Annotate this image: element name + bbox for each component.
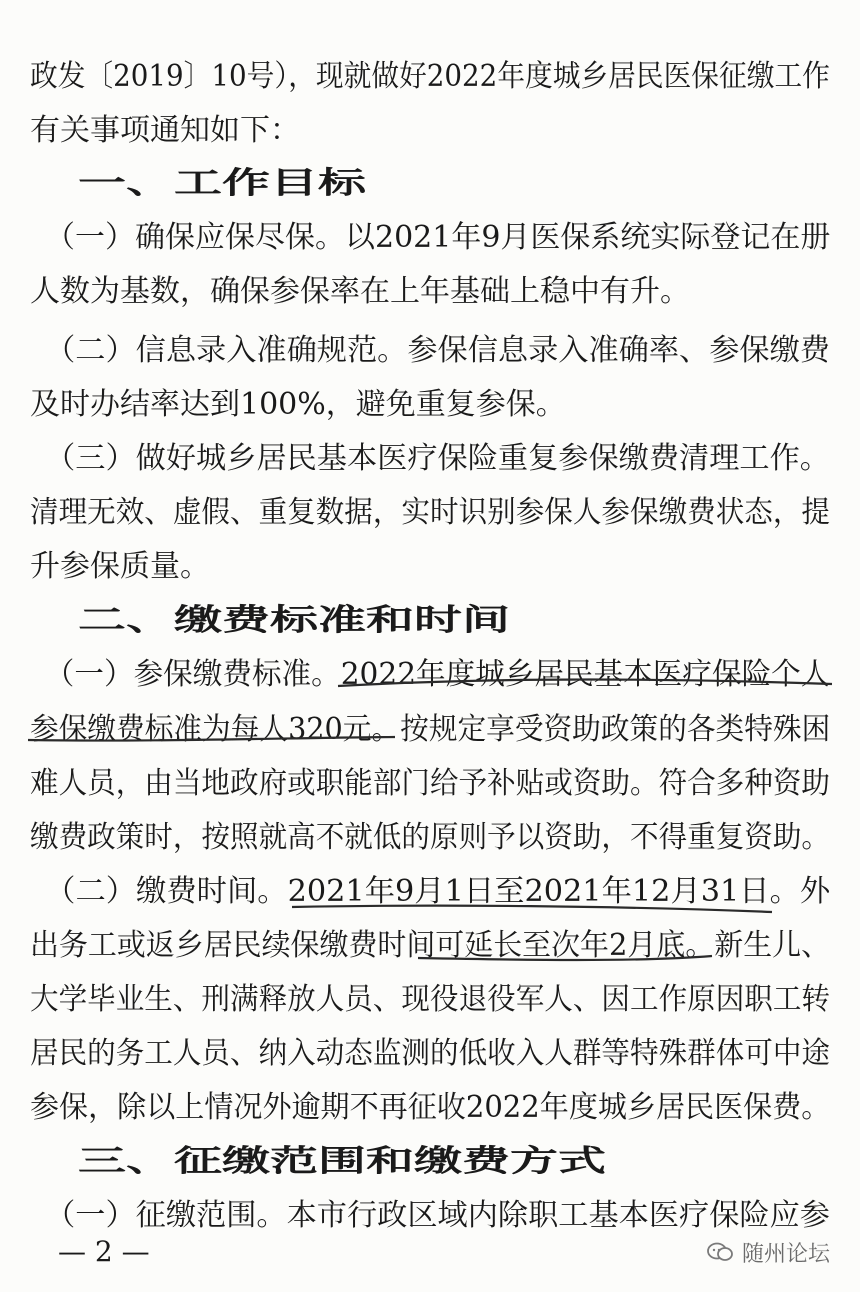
section-heading — [0, 1135, 860, 1189]
line-text: 二、缴费标准和时间 — [30, 603, 510, 638]
chat-bubble-icon — [706, 1241, 734, 1263]
text-line — [0, 703, 860, 757]
text-line — [0, 973, 860, 1027]
line-text: 一、工作目标 — [30, 166, 366, 201]
text-line — [0, 811, 860, 865]
line-text: 有关事项通知如下： — [30, 113, 300, 148]
text-line — [0, 265, 860, 319]
text-line — [0, 1027, 860, 1081]
text-line — [0, 104, 860, 158]
text-line — [0, 50, 860, 104]
text-line — [0, 865, 860, 919]
section-heading — [0, 594, 860, 648]
text-line — [0, 648, 860, 702]
line-text: （二）信息录入准确规范。参保信息录入准确率、参保缴费 — [30, 333, 831, 368]
line-text: 及时办结率达到100%，避免重复参保。 — [30, 387, 566, 422]
line-text: 出务工或返乡居民续保缴费时间可延长至次年2月底。新生儿、 — [30, 928, 831, 963]
text-line — [0, 757, 860, 811]
line-text: （一）参保缴费标准。2022年度城乡居民基本医疗保险个人 — [30, 657, 831, 692]
line-text: 三、征缴范围和缴费方式 — [30, 1144, 606, 1179]
line-text: 政发〔2019〕10号），现就做好2022年度城乡居民医保征缴工作 — [30, 59, 830, 94]
text-line — [0, 540, 860, 594]
text-line — [0, 919, 860, 973]
text-line — [0, 1081, 860, 1135]
line-text: 升参保质量。 — [30, 549, 210, 584]
line-text: （一）征缴范围。本市行政区域内除职工基本医疗保险应参 — [30, 1198, 831, 1233]
watermark-text: 随州论坛 — [741, 1241, 830, 1267]
line-text: 参保缴费标准为每人320元。按规定享受资助政策的各类特殊困 — [30, 712, 831, 747]
line-text: （一）确保应保尽保。以2021年9月医保系统实际登记在册 — [30, 220, 831, 255]
page-number: — 2 — — [58, 1235, 150, 1268]
section-heading — [0, 157, 860, 211]
line-text: （二）缴费时间。2021年9月1日至2021年12月31日。外 — [30, 874, 831, 909]
line-text: 参保，除以上情况外逾期不再征收2022年度城乡居民医保费。 — [30, 1090, 831, 1125]
line-text: 居民的务工人员、纳入动态监测的低收入人群等特殊群体可中途 — [30, 1036, 830, 1071]
text-line — [0, 324, 860, 378]
line-text: 难人员，由当地政府或职能部门给予补贴或资助。符合多种资助 — [30, 766, 830, 801]
text-line — [0, 486, 860, 540]
text-line — [0, 378, 860, 432]
line-text: 大学毕业生、刑满释放人员、现役退役军人、因工作原因职工转 — [30, 982, 830, 1017]
line-text: 清理无效、虚假、重复数据，实时识别参保人参保缴费状态，提 — [30, 495, 830, 530]
line-text: 人数为基数，确保参保率在上年基础上稳中有升。 — [30, 274, 690, 309]
text-line — [0, 211, 860, 265]
line-text: （三）做好城乡居民基本医疗保险重复参保缴费清理工作。 — [30, 441, 831, 476]
watermark — [706, 1232, 830, 1272]
line-text: 缴费政策时，按照就高不就低的原则予以资助，不得重复资助。 — [30, 820, 830, 855]
text-line — [0, 432, 860, 486]
